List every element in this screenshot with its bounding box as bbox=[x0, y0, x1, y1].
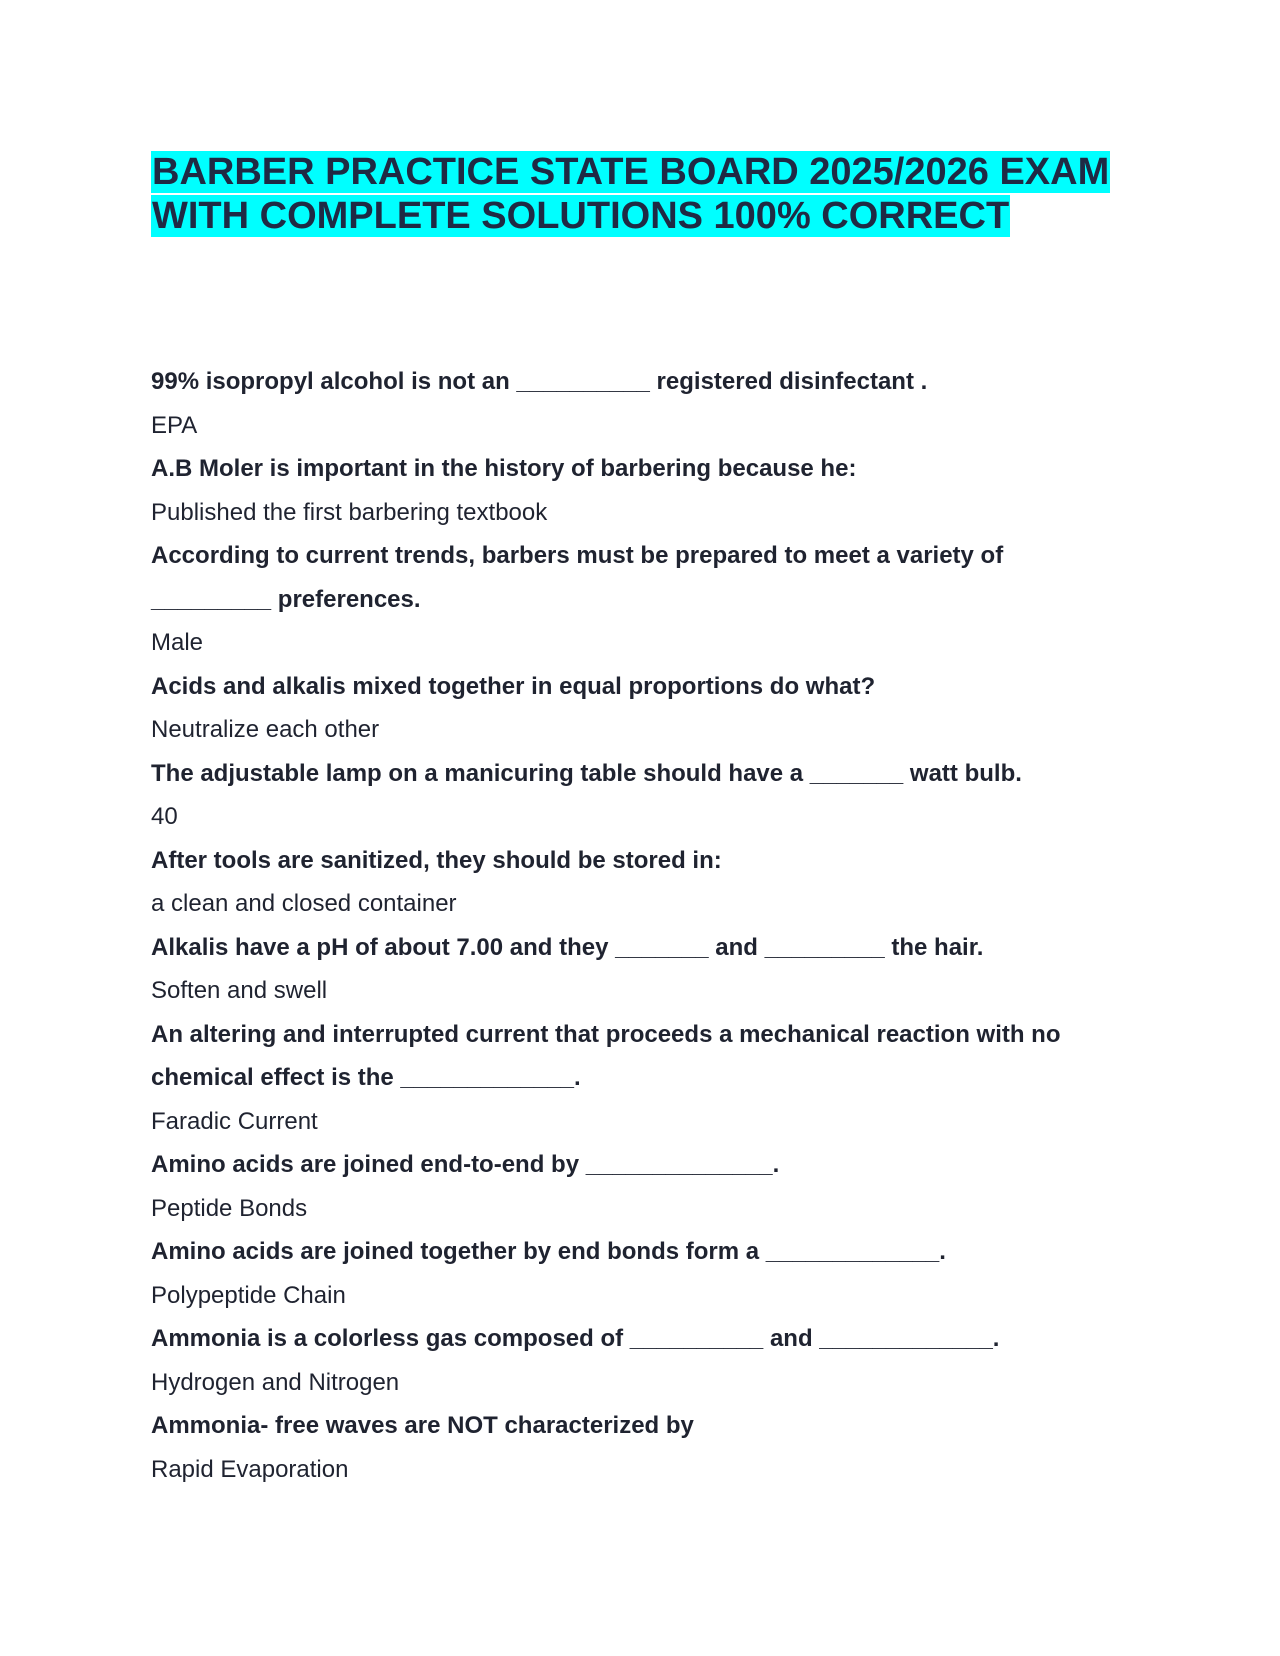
question-text: According to current trends, barbers must be prepared to meet a variety of bbox=[151, 542, 1004, 569]
question-text: An altering and interrupted current that proceeds a mechanical reaction with no bbox=[151, 1020, 1061, 1048]
answer-text: Polypeptide Chain bbox=[151, 1281, 346, 1309]
title-line bbox=[151, 194, 1161, 238]
answer-text: Published the first barbering textbook bbox=[151, 498, 548, 526]
answer-text: Rapid Evaporation bbox=[151, 1455, 349, 1483]
answer-text: Soften and swell bbox=[151, 977, 328, 1004]
answer-text: a clean and closed container bbox=[151, 890, 457, 917]
question-text: Ammonia is a colorless gas composed of __________ and _____________. bbox=[151, 1325, 1000, 1352]
question-text: Alkalis have a pH of about 7.00 and they _______ and _________ the hair. bbox=[151, 933, 984, 961]
answer-text: Neutralize each other bbox=[151, 716, 380, 743]
question-text: After tools are sanitized, they should be stored in: bbox=[151, 846, 722, 874]
title-line-text: WITH COMPLETE SOLUTIONS 100% CORRECT bbox=[152, 195, 1010, 237]
question-text: 99% isopropyl alcohol is not an __________ registered disinfectant . bbox=[151, 368, 928, 395]
answer-text: Peptide Bonds bbox=[151, 1194, 308, 1222]
question-text: The adjustable lamp on a manicuring table should have a _______ watt bulb. bbox=[151, 759, 1022, 787]
question-text: Acids and alkalis mixed together in equal proportions do what? bbox=[151, 672, 876, 700]
title-line-text: BARBER PRACTICE STATE BOARD 2025/2026 EXAM bbox=[152, 151, 1110, 193]
answer-text: Hydrogen and Nitrogen bbox=[151, 1368, 400, 1396]
question-text: _________ preferences. bbox=[151, 585, 421, 613]
answer-text: Male bbox=[151, 629, 204, 656]
answer-text: EPA bbox=[151, 411, 198, 439]
title-line bbox=[151, 150, 1161, 194]
answer-text: Faradic Current bbox=[151, 1107, 318, 1135]
question-text: Amino acids are joined end-to-end by ______________. bbox=[151, 1151, 780, 1178]
question-text: A.B Moler is important in the history of barbering because he: bbox=[151, 455, 857, 482]
question-answer-list bbox=[151, 360, 1151, 1491]
answer-text: 40 bbox=[151, 803, 178, 830]
question-text: chemical effect is the _____________. bbox=[151, 1064, 581, 1091]
document-title bbox=[151, 150, 1161, 238]
question-text: Ammonia- free waves are NOT characterized by bbox=[151, 1412, 694, 1439]
question-text: Amino acids are joined together by end bonds form a _____________. bbox=[151, 1238, 946, 1265]
